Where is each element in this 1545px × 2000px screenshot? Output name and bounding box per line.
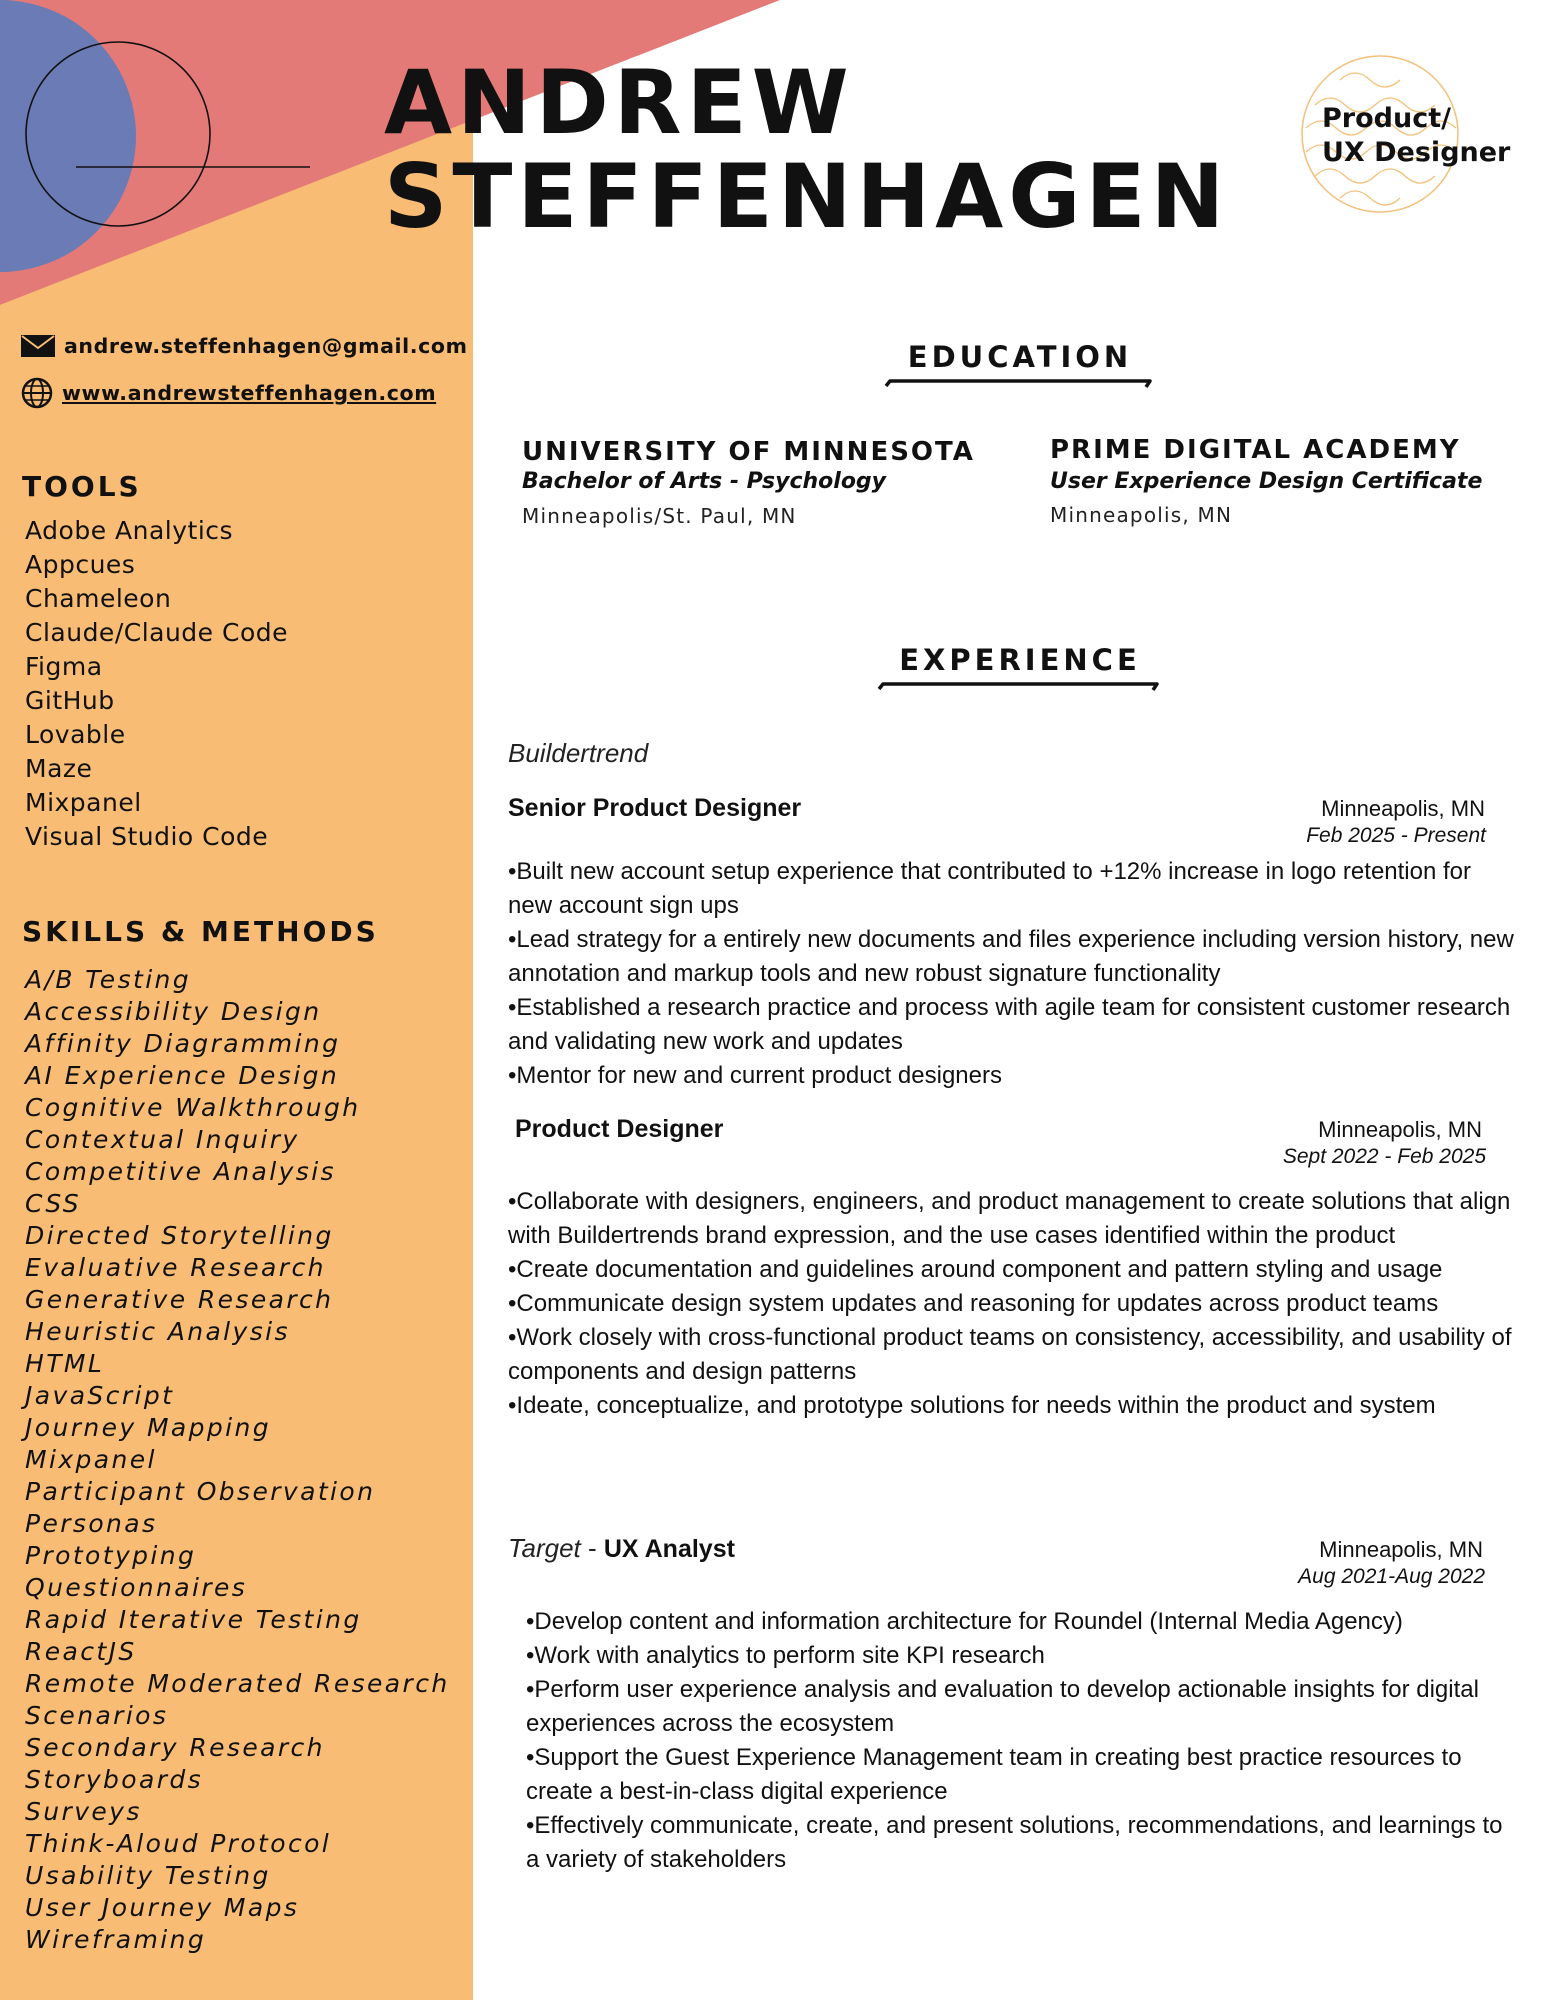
tool-item: Lovable [25, 720, 126, 749]
role-dates: Aug 2021-Aug 2022 [1298, 1565, 1485, 1588]
skill-item: Prototyping [25, 1541, 197, 1570]
skill-item: AI Experience Design [25, 1061, 340, 1090]
skill-item: Participant Observation [25, 1477, 376, 1506]
skill-item: JavaScript [25, 1381, 175, 1410]
skill-item: Mixpanel [25, 1445, 157, 1474]
role-title: Product Designer [515, 1115, 724, 1143]
school-location: Minneapolis, MN [1050, 503, 1233, 527]
school-location: Minneapolis/St. Paul, MN [522, 504, 797, 528]
bullet-item: • Support the Guest Experience Management team in creating best practice resources to create a best-in-class digital experience [526, 1741, 1518, 1809]
bullet-item: • Ideate, conceptualize, and prototype solutions for needs within the product and system [508, 1389, 1518, 1423]
role-location: Minneapolis, MN [1319, 1537, 1483, 1562]
envelope-icon [20, 334, 56, 358]
email-address[interactable]: andrew.steffenhagen@gmail.com [64, 334, 468, 358]
school-name: UNIVERSITY OF MINNESOTA [522, 437, 975, 467]
skill-item: Evaluative Research [25, 1253, 326, 1282]
skill-item: Scenarios [25, 1701, 169, 1730]
tool-item: Figma [25, 652, 103, 681]
skills-heading: SKILLS & METHODS [22, 915, 379, 948]
bullet-item: • Create documentation and guidelines around component and pattern styling and usage [508, 1253, 1518, 1287]
skill-item: Rapid Iterative Testing [25, 1605, 362, 1634]
website-row[interactable] [20, 376, 436, 410]
tool-item: Mixpanel [25, 788, 142, 817]
skill-item: Secondary Research [25, 1733, 325, 1762]
globe-icon [20, 376, 54, 410]
skills-list [25, 964, 450, 1956]
role-bullets [526, 1605, 1518, 1877]
bullet-item: • Established a research practice and process with agile team for consistent customer research and validating new work and updates [508, 991, 1518, 1059]
bullet-item: • Collaborate with designers, engineers, and product management to create solutions that align with Buildertrends brand expression, and the use cases identified within the product [508, 1185, 1518, 1253]
school-degree: User Experience Design Certificate [1050, 469, 1483, 494]
skill-item: Cognitive Walkthrough [25, 1093, 361, 1122]
skill-item: Think-Aloud Protocol [25, 1829, 332, 1858]
skill-item: Remote Moderated Research [25, 1669, 450, 1698]
skill-item: ReactJS [25, 1637, 137, 1666]
skill-item: Personas [25, 1509, 158, 1538]
bullet-item: • Built new account setup experience that contributed to +12% increase in logo retention for new account sign ups [508, 855, 1518, 923]
role-bullets [508, 855, 1518, 1093]
role-dates: Sept 2022 - Feb 2025 [1282, 1145, 1486, 1168]
role-location: Minneapolis, MN [1318, 1117, 1482, 1142]
bullet-item: • Work with analytics to perform site KPI research [526, 1639, 1518, 1673]
tool-item: Adobe Analytics [25, 516, 234, 545]
skill-item: A/B Testing [25, 965, 192, 994]
email-row[interactable] [20, 334, 468, 358]
company-name: Buildertrend [508, 738, 649, 768]
role-title: UX Analyst [603, 1535, 735, 1563]
experience-underline [877, 679, 1163, 693]
bullet-item: • Develop content and information architecture for Roundel (Internal Media Agency) [526, 1605, 1518, 1639]
role-bullets [508, 1185, 1518, 1423]
school-degree: Bachelor of Arts - Psychology [522, 469, 887, 494]
tools-list [25, 514, 288, 854]
experience-heading: EXPERIENCE [899, 643, 1141, 677]
skill-item: Questionnaires [25, 1573, 248, 1602]
school-name: PRIME DIGITAL ACADEMY [1050, 435, 1461, 465]
skill-item: Competitive Analysis [25, 1157, 336, 1186]
skill-item: Generative Research [25, 1285, 334, 1314]
skill-item: User Journey Maps [25, 1893, 300, 1922]
bullet-item: • Communicate design system updates and reasoning for updates across product teams [508, 1287, 1518, 1321]
skill-item: Surveys [25, 1797, 142, 1826]
last-name: STEFFENHAGEN [384, 145, 1230, 248]
bullet-item: • Work closely with cross-functional product teams on consistency, accessibility, and usability of components and design patterns [508, 1321, 1518, 1389]
tool-item: Appcues [25, 550, 136, 579]
skill-item: Heuristic Analysis [25, 1317, 290, 1346]
education-underline [884, 376, 1156, 390]
bullet-item: • Mentor for new and current product designers [508, 1059, 1518, 1093]
company-name: Target [508, 1533, 581, 1563]
candidate-name [384, 51, 1230, 248]
skill-item: Journey Mapping [25, 1413, 272, 1442]
skill-item: Accessibility Design [25, 997, 322, 1026]
skill-item: HTML [25, 1349, 105, 1378]
role-location: Minneapolis, MN [1321, 796, 1485, 821]
job-title-badge [1322, 102, 1510, 170]
skill-item: Usability Testing [25, 1861, 271, 1890]
skill-item: CSS [25, 1189, 81, 1218]
tool-item: Maze [25, 754, 93, 783]
website-link[interactable]: www.andrewsteffenhagen.com [62, 381, 437, 405]
bullet-item: • Effectively communicate, create, and present solutions, recommendations, and learnings to a variety of stakeholders [526, 1809, 1518, 1877]
education-heading: EDUCATION [907, 340, 1133, 374]
tool-item: GitHub [25, 686, 115, 715]
skill-item: Contextual Inquiry [25, 1125, 300, 1154]
role-separator: - [580, 1533, 604, 1563]
tool-item: Claude/Claude Code [25, 618, 289, 647]
tools-heading: TOOLS [22, 470, 142, 503]
job-title-line2: UX Designer [1322, 137, 1511, 168]
bullet-item: • Lead strategy for a entirely new documents and files experience including version history, new annotation and markup tools and new robust signature functionality [508, 923, 1518, 991]
skill-item: Wireframing [25, 1925, 207, 1954]
skill-item: Storyboards [25, 1765, 204, 1794]
bullet-item: • Perform user experience analysis and evaluation to develop actionable insights for digital experiences across the ecosystem [526, 1673, 1518, 1741]
tool-item: Visual Studio Code [25, 822, 269, 851]
skill-item: Affinity Diagramming [25, 1029, 341, 1058]
target-role-line [508, 1533, 735, 1564]
skill-item: Directed Storytelling [25, 1221, 334, 1250]
tool-item: Chameleon [25, 584, 172, 613]
role-dates: Feb 2025 - Present [1306, 824, 1486, 847]
role-title: Senior Product Designer [508, 794, 802, 822]
job-title-line1: Product/ [1322, 103, 1451, 134]
first-name: ANDREW [384, 51, 854, 154]
